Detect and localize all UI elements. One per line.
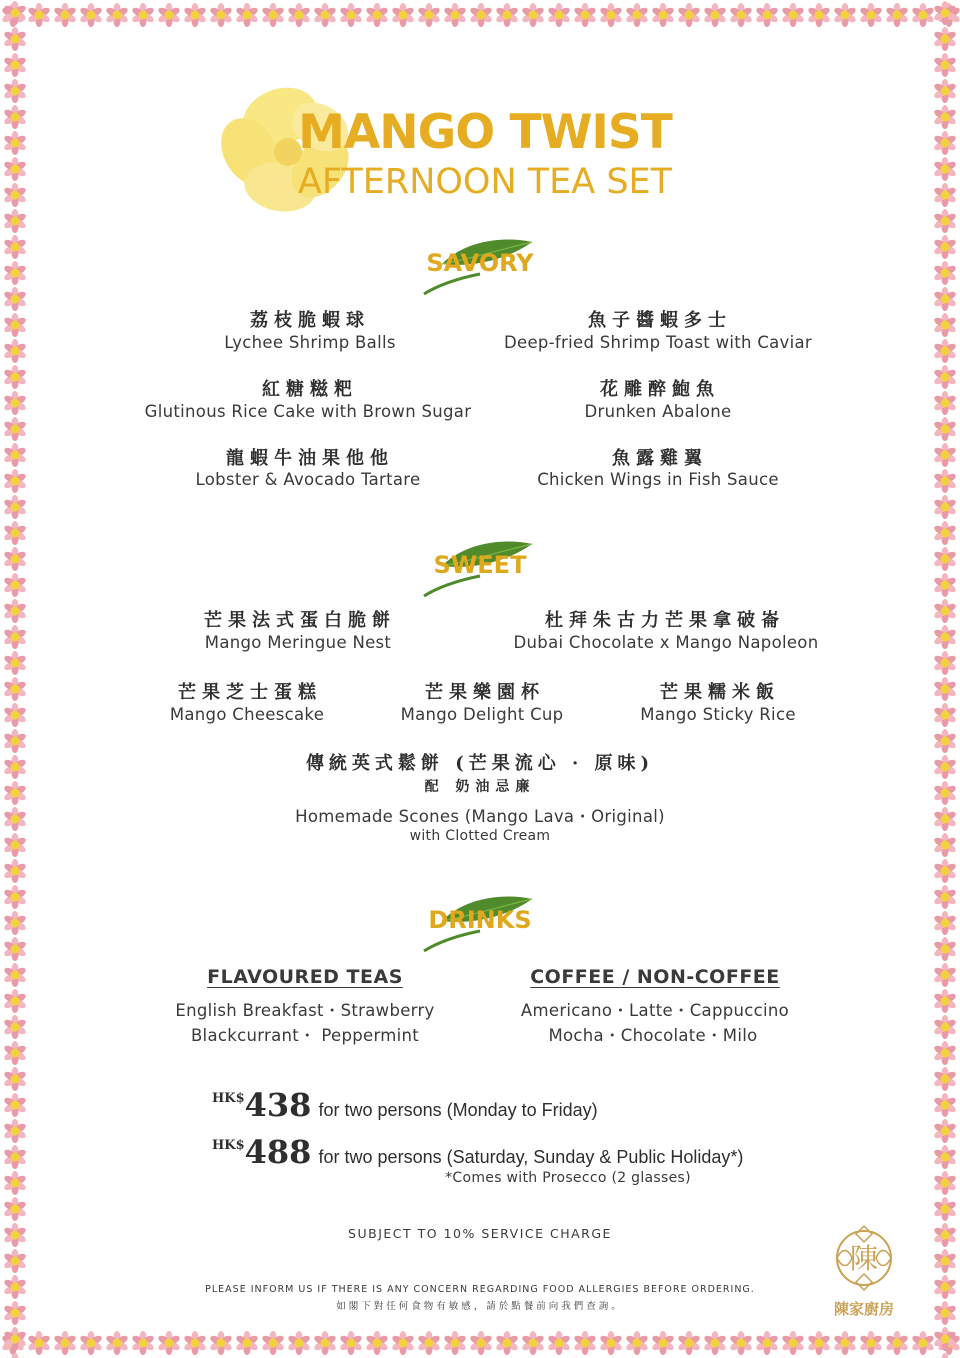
sweet-item-2-zh: 杜拜朱古力芒果拿破崙 bbox=[545, 610, 785, 631]
border-flower-icon bbox=[933, 287, 957, 311]
border-flower-icon bbox=[3, 521, 27, 545]
border-flower-icon bbox=[859, 3, 883, 27]
border-flower-icon bbox=[79, 1331, 103, 1355]
border-flower-icon bbox=[3, 1171, 27, 1195]
border-flower-icon bbox=[3, 1, 27, 25]
border-flower-icon bbox=[933, 1093, 957, 1117]
border-flower-icon bbox=[703, 1331, 727, 1355]
border-flower-icon bbox=[3, 339, 27, 363]
price-weekend bbox=[212, 1133, 743, 1171]
price-weekday-amount: 438 bbox=[244, 1086, 312, 1124]
border-flower-icon bbox=[27, 1331, 51, 1355]
border-flower-icon bbox=[933, 183, 957, 207]
sweet-item-4-en: Mango Delight Cup bbox=[400, 705, 564, 724]
border-flower-icon bbox=[157, 1331, 181, 1355]
border-flower-icon bbox=[933, 989, 957, 1013]
border-flower-icon bbox=[573, 3, 597, 27]
price-weekend-desc: for two persons (Saturday, Sunday & Public Holiday*) bbox=[318, 1147, 744, 1167]
border-flower-icon bbox=[443, 1331, 467, 1355]
border-flower-icon bbox=[3, 1119, 27, 1143]
border-flower-icon bbox=[79, 3, 103, 27]
border-flower-icon bbox=[807, 3, 831, 27]
border-flower-icon bbox=[365, 3, 389, 27]
border-flower-icon bbox=[933, 859, 957, 883]
border-flower-icon bbox=[651, 1331, 675, 1355]
sweet-item-3-zh: 芒果芝士蛋糕 bbox=[178, 682, 322, 703]
flower-border-left bbox=[0, 0, 30, 1358]
border-flower-icon bbox=[3, 1145, 27, 1169]
border-flower-icon bbox=[3, 625, 27, 649]
price-weekend-amount: 488 bbox=[244, 1133, 312, 1171]
savory-item-3-en: Glutinous Rice Cake with Brown Sugar bbox=[144, 402, 472, 421]
scones-zh-sub: 配 奶油忌廉 bbox=[424, 779, 536, 795]
savory-item-6-en: Chicken Wings in Fish Sauce bbox=[537, 470, 779, 489]
border-flower-icon bbox=[3, 1015, 27, 1039]
border-flower-icon bbox=[3, 937, 27, 961]
border-flower-icon bbox=[933, 1015, 957, 1039]
coffee-line-1: Americano・Latte・Cappuccino bbox=[520, 1001, 790, 1020]
border-flower-icon bbox=[3, 1041, 27, 1065]
border-flower-icon bbox=[3, 287, 27, 311]
border-flower-icon bbox=[3, 1067, 27, 1091]
border-flower-icon bbox=[3, 573, 27, 597]
border-flower-icon bbox=[933, 807, 957, 831]
border-flower-icon bbox=[287, 3, 311, 27]
teas-line-2: Blackcurrant・ Peppermint bbox=[190, 1026, 420, 1045]
border-flower-icon bbox=[313, 3, 337, 27]
border-flower-icon bbox=[3, 1223, 27, 1247]
border-flower-icon bbox=[933, 1223, 957, 1247]
border-flower-icon bbox=[27, 3, 51, 27]
border-flower-icon bbox=[933, 105, 957, 129]
border-flower-icon bbox=[3, 53, 27, 77]
savory-item-4-zh: 花雕醉鮑魚 bbox=[600, 379, 720, 400]
border-flower-icon bbox=[651, 3, 675, 27]
border-flower-icon bbox=[365, 1331, 389, 1355]
border-flower-icon bbox=[443, 3, 467, 27]
coffee-line-2: Mocha・Chocolate・Milo bbox=[548, 1026, 758, 1045]
savory-item-1-en: Lychee Shrimp Balls bbox=[224, 333, 396, 352]
savory-item-5-zh: 龍蝦牛油果他他 bbox=[226, 448, 394, 469]
border-flower-icon bbox=[933, 261, 957, 285]
price-weekday bbox=[212, 1086, 598, 1124]
border-flower-icon bbox=[3, 599, 27, 623]
border-flower-icon bbox=[131, 3, 155, 27]
border-flower-icon bbox=[3, 1197, 27, 1221]
page-title: MANGO TWIST bbox=[298, 105, 672, 160]
savory-item-3-zh: 紅糖糍粑 bbox=[262, 379, 358, 400]
border-flower-icon bbox=[547, 1331, 571, 1355]
border-flower-icon bbox=[729, 3, 753, 27]
border-flower-icon bbox=[235, 1331, 259, 1355]
border-flower-icon bbox=[933, 729, 957, 753]
border-flower-icon bbox=[3, 131, 27, 155]
border-flower-icon bbox=[131, 1331, 155, 1355]
price-weekend-currency: HK$ bbox=[212, 1138, 245, 1153]
flower-border-top bbox=[0, 0, 960, 30]
border-flower-icon bbox=[3, 547, 27, 571]
border-flower-icon bbox=[933, 963, 957, 987]
border-flower-icon bbox=[933, 833, 957, 857]
border-flower-icon bbox=[933, 1353, 957, 1358]
border-flower-icon bbox=[933, 1197, 957, 1221]
price-weekday-currency: HK$ bbox=[212, 1091, 245, 1106]
border-flower-icon bbox=[495, 1331, 519, 1355]
border-flower-icon bbox=[933, 79, 957, 103]
border-flower-icon bbox=[3, 157, 27, 181]
border-flower-icon bbox=[933, 313, 957, 337]
savory-item-6-zh: 魚露雞翼 bbox=[612, 448, 708, 469]
border-flower-icon bbox=[933, 521, 957, 545]
border-flower-icon bbox=[105, 1331, 129, 1355]
border-flower-icon bbox=[3, 469, 27, 493]
border-flower-icon bbox=[933, 339, 957, 363]
border-flower-icon bbox=[3, 443, 27, 467]
border-flower-icon bbox=[3, 495, 27, 519]
savory-item-4-en: Drunken Abalone bbox=[584, 402, 732, 421]
border-flower-icon bbox=[933, 1119, 957, 1143]
border-flower-icon bbox=[3, 313, 27, 337]
border-flower-icon bbox=[3, 1301, 27, 1325]
border-flower-icon bbox=[547, 3, 571, 27]
border-flower-icon bbox=[933, 1145, 957, 1169]
restaurant-logo bbox=[822, 1222, 906, 1322]
coffee-heading: COFFEE / NON-COFFEE bbox=[530, 966, 780, 988]
border-flower-icon bbox=[755, 1331, 779, 1355]
border-flower-icon bbox=[807, 1331, 831, 1355]
border-flower-icon bbox=[933, 1171, 957, 1195]
border-flower-icon bbox=[261, 3, 285, 27]
border-flower-icon bbox=[339, 1331, 363, 1355]
border-flower-icon bbox=[3, 1093, 27, 1117]
border-flower-icon bbox=[417, 1331, 441, 1355]
border-flower-icon bbox=[933, 209, 957, 233]
border-flower-icon bbox=[53, 1331, 77, 1355]
border-flower-icon bbox=[235, 3, 259, 27]
border-flower-icon bbox=[417, 3, 441, 27]
border-flower-icon bbox=[3, 703, 27, 727]
border-flower-icon bbox=[933, 1, 957, 25]
border-flower-icon bbox=[3, 1275, 27, 1299]
sweet-item-5-zh: 芒果糯米飯 bbox=[660, 682, 780, 703]
border-flower-icon bbox=[3, 963, 27, 987]
border-flower-icon bbox=[933, 235, 957, 259]
border-flower-icon bbox=[625, 3, 649, 27]
border-flower-icon bbox=[933, 703, 957, 727]
border-flower-icon bbox=[3, 1327, 27, 1351]
border-flower-icon bbox=[3, 105, 27, 129]
border-flower-icon bbox=[755, 3, 779, 27]
border-flower-icon bbox=[469, 3, 493, 27]
border-flower-icon bbox=[3, 365, 27, 389]
border-flower-icon bbox=[599, 1331, 623, 1355]
sweet-item-1-en: Mango Meringue Nest bbox=[204, 633, 392, 652]
border-flower-icon bbox=[933, 443, 957, 467]
border-flower-icon bbox=[3, 859, 27, 883]
border-flower-icon bbox=[729, 1331, 753, 1355]
border-flower-icon bbox=[933, 469, 957, 493]
sweet-item-4-zh: 芒果樂園杯 bbox=[425, 682, 545, 703]
border-flower-icon bbox=[209, 3, 233, 27]
border-flower-icon bbox=[209, 1331, 233, 1355]
service-charge-note: SUBJECT TO 10% SERVICE CHARGE bbox=[348, 1226, 612, 1241]
border-flower-icon bbox=[3, 1353, 27, 1358]
border-flower-icon bbox=[495, 3, 519, 27]
border-flower-icon bbox=[3, 677, 27, 701]
border-flower-icon bbox=[933, 677, 957, 701]
border-flower-icon bbox=[933, 885, 957, 909]
border-flower-icon bbox=[933, 547, 957, 571]
border-flower-icon bbox=[933, 625, 957, 649]
allergy-note-en: PLEASE INFORM US IF THERE IS ANY CONCERN REGARDING FOOD ALLERGIES BEFORE ORDERING. bbox=[205, 1284, 755, 1295]
teas-line-1: English Breakfast・Strawberry bbox=[175, 1001, 435, 1020]
border-flower-icon bbox=[313, 1331, 337, 1355]
border-flower-icon bbox=[781, 1331, 805, 1355]
prosecco-footnote: *Comes with Prosecco (2 glasses) bbox=[445, 1170, 691, 1186]
border-flower-icon bbox=[933, 911, 957, 935]
border-flower-icon bbox=[933, 131, 957, 155]
border-flower-icon bbox=[677, 1331, 701, 1355]
scones-en-sub: with Clotted Cream bbox=[409, 828, 551, 844]
border-flower-icon bbox=[933, 1249, 957, 1273]
section-title-sweet: SWEET bbox=[433, 551, 527, 579]
border-flower-icon bbox=[3, 833, 27, 857]
border-flower-icon bbox=[933, 27, 957, 51]
border-flower-icon bbox=[933, 417, 957, 441]
border-flower-icon bbox=[933, 495, 957, 519]
flower-border-bottom bbox=[0, 1328, 960, 1358]
border-flower-icon bbox=[3, 651, 27, 675]
border-flower-icon bbox=[933, 391, 957, 415]
border-flower-icon bbox=[3, 79, 27, 103]
border-flower-icon bbox=[3, 261, 27, 285]
border-flower-icon bbox=[3, 781, 27, 805]
scones-en: Homemade Scones (Mango Lava・Original) bbox=[295, 807, 665, 826]
border-flower-icon bbox=[885, 3, 909, 27]
border-flower-icon bbox=[933, 781, 957, 805]
border-flower-icon bbox=[3, 27, 27, 51]
border-flower-icon bbox=[833, 3, 857, 27]
border-flower-icon bbox=[3, 1249, 27, 1273]
savory-item-2-en: Deep-fried Shrimp Toast with Caviar bbox=[504, 333, 812, 352]
border-flower-icon bbox=[933, 651, 957, 675]
border-flower-icon bbox=[933, 1067, 957, 1091]
sweet-item-1-zh: 芒果法式蛋白脆餅 bbox=[204, 610, 396, 631]
border-flower-icon bbox=[933, 1327, 957, 1351]
border-flower-icon bbox=[933, 1041, 957, 1065]
border-flower-icon bbox=[339, 3, 363, 27]
border-flower-icon bbox=[677, 3, 701, 27]
border-flower-icon bbox=[3, 755, 27, 779]
border-flower-icon bbox=[3, 417, 27, 441]
logo-name: 陳家廚房 bbox=[833, 1300, 894, 1318]
border-flower-icon bbox=[53, 3, 77, 27]
border-flower-icon bbox=[933, 1275, 957, 1299]
savory-item-5-en: Lobster & Avocado Tartare bbox=[195, 470, 421, 489]
savory-item-1-zh: 荔枝脆蝦球 bbox=[250, 310, 370, 331]
border-flower-icon bbox=[781, 3, 805, 27]
border-flower-icon bbox=[933, 599, 957, 623]
border-flower-icon bbox=[261, 1331, 285, 1355]
border-flower-icon bbox=[287, 1331, 311, 1355]
sweet-item-5-en: Mango Sticky Rice bbox=[640, 705, 796, 724]
border-flower-icon bbox=[933, 157, 957, 181]
border-flower-icon bbox=[3, 209, 27, 233]
logo-emblem-icon bbox=[822, 1222, 906, 1294]
border-flower-icon bbox=[933, 365, 957, 389]
border-flower-icon bbox=[933, 755, 957, 779]
border-flower-icon bbox=[859, 1331, 883, 1355]
border-flower-icon bbox=[521, 1331, 545, 1355]
section-title-drinks: DRINKS bbox=[428, 906, 532, 934]
border-flower-icon bbox=[3, 235, 27, 259]
border-flower-icon bbox=[521, 3, 545, 27]
border-flower-icon bbox=[933, 573, 957, 597]
price-weekday-desc: for two persons (Monday to Friday) bbox=[318, 1100, 598, 1120]
border-flower-icon bbox=[573, 1331, 597, 1355]
border-flower-icon bbox=[3, 391, 27, 415]
flavoured-teas-heading: FLAVOURED TEAS bbox=[207, 966, 403, 988]
border-flower-icon bbox=[3, 911, 27, 935]
border-flower-icon bbox=[3, 183, 27, 207]
savory-item-2-zh: 魚子醬蝦多士 bbox=[588, 310, 732, 331]
border-flower-icon bbox=[157, 3, 181, 27]
border-flower-icon bbox=[469, 1331, 493, 1355]
logo-character: 陳 bbox=[849, 1242, 879, 1275]
page-subtitle: AFTERNOON TEA SET bbox=[297, 162, 673, 202]
border-flower-icon bbox=[599, 3, 623, 27]
sweet-item-2-en: Dubai Chocolate x Mango Napoleon bbox=[513, 633, 819, 652]
border-flower-icon bbox=[933, 937, 957, 961]
border-flower-icon bbox=[933, 1301, 957, 1325]
border-flower-icon bbox=[3, 729, 27, 753]
border-flower-icon bbox=[3, 807, 27, 831]
allergy-note-zh: 如閣下對任何食物有敏感，請於點餐前向我們查詢。 bbox=[336, 1301, 624, 1312]
border-flower-icon bbox=[105, 3, 129, 27]
section-title-savory: SAVORY bbox=[426, 249, 534, 277]
border-flower-icon bbox=[833, 1331, 857, 1355]
scones-zh: 傳統英式鬆餅 (芒果流心 · 原味) bbox=[305, 753, 655, 774]
border-flower-icon bbox=[391, 1331, 415, 1355]
border-flower-icon bbox=[183, 1331, 207, 1355]
border-flower-icon bbox=[3, 885, 27, 909]
border-flower-icon bbox=[3, 989, 27, 1013]
sweet-item-3-en: Mango Cheescake bbox=[169, 705, 325, 724]
border-flower-icon bbox=[625, 1331, 649, 1355]
border-flower-icon bbox=[391, 3, 415, 27]
flower-border-right bbox=[930, 0, 960, 1358]
border-flower-icon bbox=[933, 53, 957, 77]
border-flower-icon bbox=[885, 1331, 909, 1355]
border-flower-icon bbox=[703, 3, 727, 27]
border-flower-icon bbox=[183, 3, 207, 27]
